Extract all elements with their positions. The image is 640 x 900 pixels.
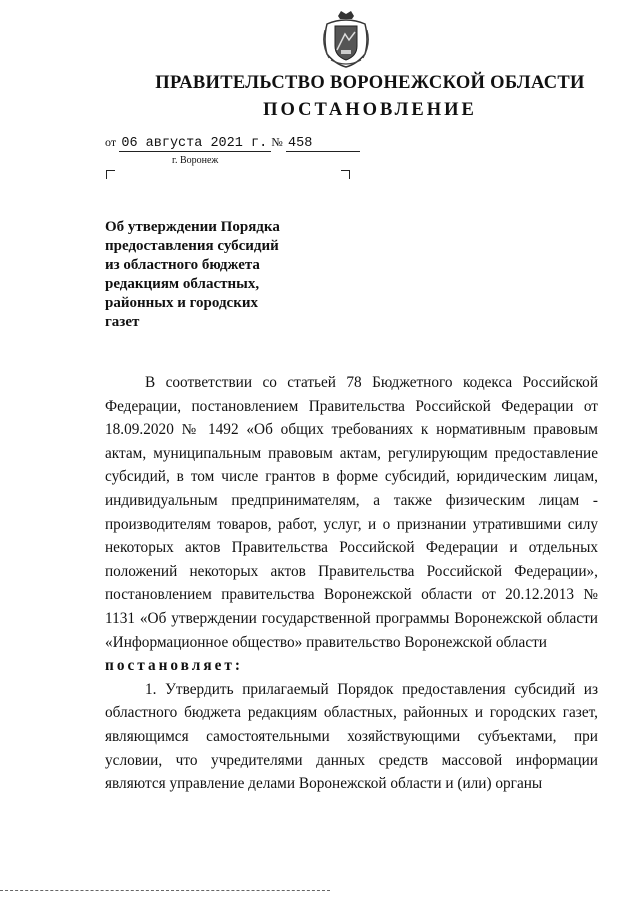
document-dateline — [105, 134, 360, 152]
document-body — [105, 371, 598, 796]
document-date: 06 августа 2021 г. — [119, 136, 271, 152]
subject-line: Об утверждении Порядка — [105, 219, 280, 235]
clause-1-paragraph — [105, 678, 598, 796]
date-prefix: от — [105, 135, 117, 149]
coat-of-arms-emblem — [321, 10, 371, 68]
corner-mark-left — [106, 170, 115, 179]
subject-line: редакциям областных, — [105, 276, 260, 292]
clause-1-text: 1. Утвердить прилагаемый Порядок предоставления субсидий из областного бюджета редакциям областных, районных и городских газет, являющимся самостоятельными хозяйствующими субъектами, при условии, что учредителями данных средств массовой информации являются управление делами Воронежской области и (или) органы — [105, 680, 598, 793]
resolution-paragraph — [105, 654, 598, 678]
subject-line: из областного бюджета — [105, 257, 260, 273]
preamble-paragraph — [105, 371, 598, 654]
document-city: г. Воронеж — [172, 155, 219, 166]
subject-line: газет — [105, 314, 140, 330]
subject-line: районных и городских — [105, 295, 259, 311]
document-subject — [105, 218, 305, 332]
preamble-text: В соответствии со статьей 78 Бюджетного кодекса Российской Федерации, постановлением Правительства Российской Федерации от 18.09.2020 № 1492 «Об общих требованиях к нормативным правовым актам, муниципальным правовым актам, регулирующим предоставление субсидий, в том числе грантов в форме субсидий, юридическим лицам, индивидуальным предпринимателям, а также физическим лицам - производителям товаров, работ, услуг, и о признании утратившими силу некоторых актов Правительства Российской Федерации и отдельных положений некоторых актов Правительства Российской Федерации», постановлением правительства Воронежской области от 20.12.2013 № 1131 «Об утверждении государственной программы Воронежской области «Информационное общество» правительство Воронежской области — [105, 374, 598, 651]
document-number: 458 — [286, 136, 360, 152]
organization-name: ПРАВИТЕЛЬСТВО ВОРОНЕЖСКОЙ ОБЛАСТИ — [155, 73, 585, 93]
corner-mark-right — [341, 170, 350, 179]
number-prefix: № — [271, 135, 283, 149]
resolves-word: постановляет: — [105, 657, 243, 675]
document-kind: ПОСТАНОВЛЕНИЕ — [263, 100, 477, 120]
footer-divider — [0, 890, 330, 891]
subject-line: предоставления субсидий — [105, 238, 279, 254]
